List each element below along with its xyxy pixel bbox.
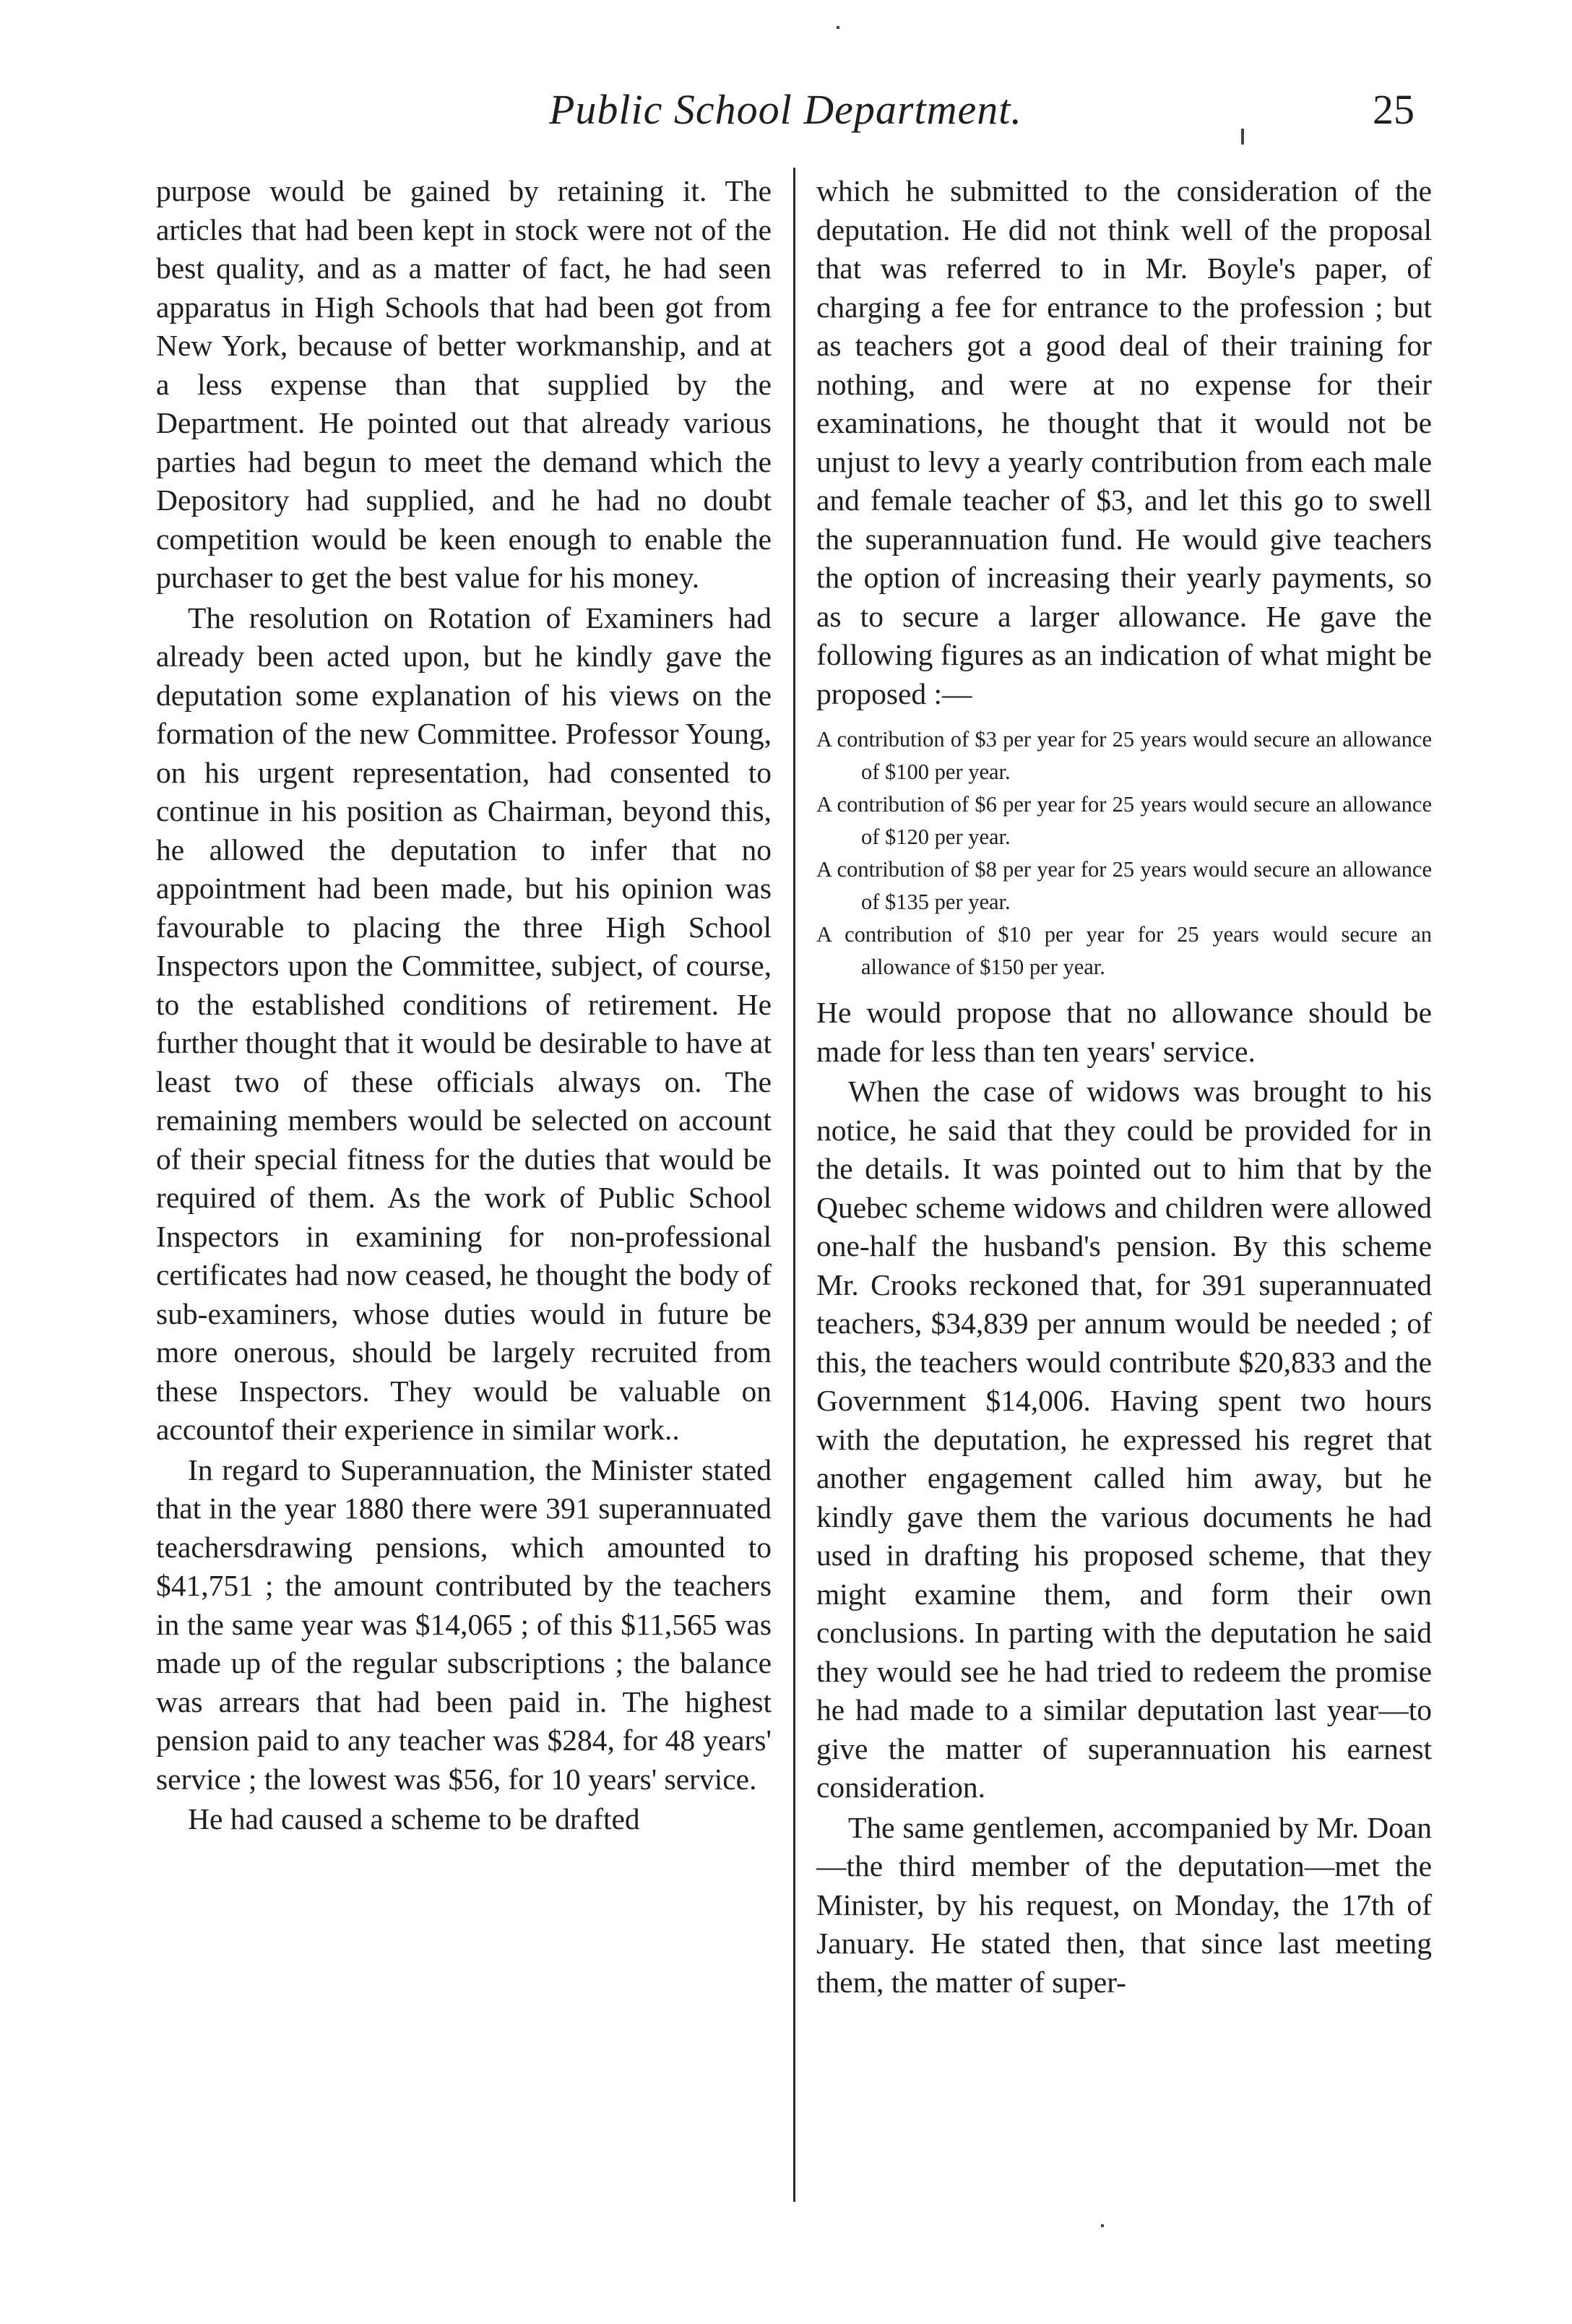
running-title: Public School Department. — [549, 86, 1022, 133]
left-column — [156, 172, 772, 1839]
ink-speck — [1101, 2224, 1104, 2227]
ink-speck — [1241, 129, 1244, 145]
right-column — [816, 172, 1432, 2002]
contribution-entry: A contribution of $6 per year for 25 years would secure an allowance of $120 per year. — [816, 792, 1432, 849]
paragraph: He would propose that no allowance should be made for less than ten years' service. — [816, 996, 1432, 1068]
paragraph: which he submitted to the consideration of the deputation. He did not think well of the proposal that was referred to in Mr. Boyle's paper, of charging a fee for entrance to the profession ; but as teachers got a good deal of their training for nothing, and were at no expense for their examinations, he thought that it would not be unjust to levy a yearly contribution from each male and female teacher of $3, and let this go to swell the superannuation fund. He would give teachers the option of increasing their yearly payments, so as to secure a larger allowance. He gave the following figures as an indication of what might be proposed :— — [816, 174, 1432, 710]
paragraph: The same gentlemen, accompanied by Mr. Doan—the third member of the deputation—met the Minister, by his request, on Monday, the 17th of January. He stated then, that since last meeting them, the matter of super- — [816, 1810, 1432, 1999]
contribution-entry: A contribution of $3 per year for 25 years would secure an allowance of $100 per year. — [816, 727, 1432, 784]
running-head — [0, 85, 1572, 143]
contribution-entry: A contribution of $10 per year for 25 years would secure an allowance of $150 per year. — [816, 922, 1432, 979]
paragraph: He had caused a scheme to be drafted — [188, 1802, 640, 1835]
paragraph: purpose would be gained by retaining it. The articles that had been kept in stock were not of the best quality, and as a matter of fact, he had seen apparatus in High Schools that had been got from New York, because of better workmanship, and at a less expense than that supplied by the Department. He pointed out that already various parties had begun to meet the demand which the Depository had supplied, and he had no doubt competition would be keen enough to enable the purchaser to get the best value for his money. — [156, 174, 772, 594]
paragraph: In regard to Superannuation, the Minister stated that in the year 1880 there were 391 superannuated teachersdrawing pensions, which amounted to $41,751 ; the amount contributed by the teachers in the same year was $14,065 ; of this $11,565 was made up of the regular subscriptions ; the balance was arrears that had been paid in. The highest pension paid to any teacher was $284, for 48 years' service ; the lowest was $56, for 10 years' service. — [156, 1452, 772, 1796]
paragraph: When the case of widows was brought to his notice, he said that they could be provided for in the details. It was pointed out to him that by the Quebec scheme widows and children were allowed one-half the husband's pension. By this scheme Mr. Crooks reckoned that, for 391 superannuated teachers, $34,839 per annum would be needed ; of this, the teachers would contribute $20,833 and the Government $14,006. Having spent two hours with the deputation, he expressed his regret that another engagement called him away, but he kindly gave them the various documents he had used in drafting his proposed scheme, that they might examine them, and form their own conclusions. In parting with the deputation he said they would see he had tried to redeem the promise he had made to a similar deputation last year—to give the matter of superannuation his earnest consideration. — [816, 1075, 1432, 1804]
contribution-table — [816, 723, 1432, 984]
page-number: 25 — [1373, 86, 1415, 133]
contribution-entry: A contribution of $8 per year for 25 years would secure an allowance of $135 per year. — [816, 857, 1432, 914]
paragraph: The resolution on Rotation of Examiners had already been acted upon, but he kindly gave the deputation some explanation of his views on the formation of the new Committee. Professor Young, on his urgent representation, had consented to continue in his position as Chairman, beyond this, he allowed the deputation to infer that no appointment had been made, but his opinion was favourable to placing the three High School Inspectors upon the Committee, subject, of course, to the established conditions of retirement. He further thought that it would be desirable to have at least two of these officials always on. The remaining members would be selected on account of their special fitness for the duties that would be required of them. As the work of Public School Inspectors in examining for non-professional certificates had now ceased, he thought the body of sub-examiners, whose duties would in future be more onerous, should be largely recruited from these Inspectors. They would be valuable on accountof their experience in similar work.. — [156, 601, 772, 1446]
ink-speck — [837, 26, 839, 29]
column-rule — [793, 168, 795, 2202]
